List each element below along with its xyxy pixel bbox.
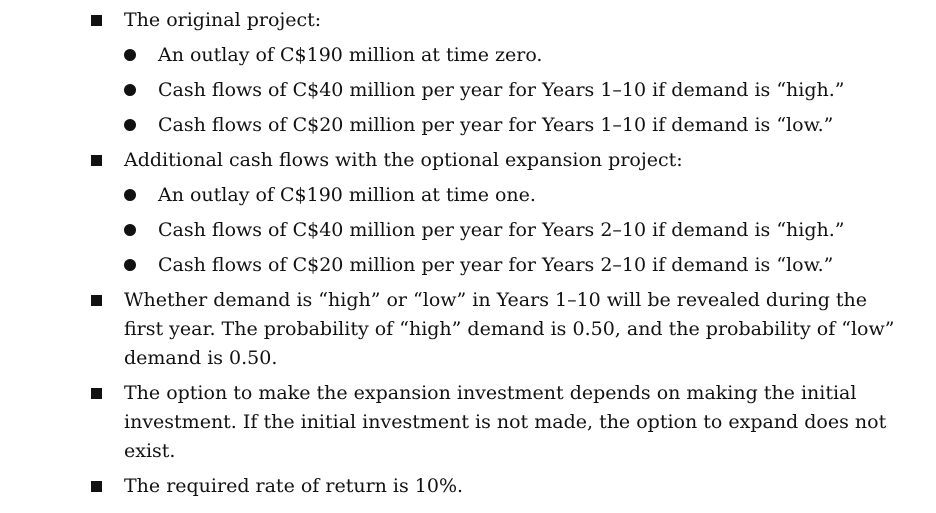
sub-bullet-cash-flow-low-2-10 (0, 251, 936, 280)
square-bullet-icon (91, 15, 102, 26)
round-bullet-icon (124, 84, 136, 96)
round-bullet-icon (124, 259, 136, 271)
bullet-required-return (0, 472, 936, 501)
bullet-text: The option to make the expansion investment depends on making the initial investment. If the initial investment is not made, the option to expand does not exist. (124, 382, 887, 462)
sub-bullet-cash-flow-low-1-10 (0, 111, 936, 140)
sub-bullet-text: Cash flows of C$40 million per year for Years 1–10 if demand is “high.” (158, 79, 845, 101)
sub-bullet-text: An outlay of C$190 million at time zero. (158, 44, 543, 66)
sub-bullet-cash-flow-high-2-10 (0, 216, 936, 245)
bullet-text: Whether demand is “high” or “low” in Years 1–10 will be revealed during the first year. The probability of “high” demand is 0.50, and the probability of “low” demand is 0.50. (124, 289, 895, 369)
round-bullet-icon (124, 49, 136, 61)
bullet-demand-probability (0, 286, 936, 373)
bullet-expansion-project (0, 146, 936, 175)
document-body (0, 6, 936, 501)
sub-bullet-text: Cash flows of C$20 million per year for Years 2–10 if demand is “low.” (158, 254, 834, 276)
sub-bullet-cash-flow-high-1-10 (0, 76, 936, 105)
sub-bullet-text: Cash flows of C$40 million per year for Years 2–10 if demand is “high.” (158, 219, 845, 241)
bullet-text: Additional cash flows with the optional expansion project: (124, 149, 683, 171)
sub-bullet-outlay-time-one (0, 181, 936, 210)
sub-bullet-text: An outlay of C$190 million at time one. (158, 184, 536, 206)
bullet-text: The required rate of return is 10%. (124, 475, 464, 497)
square-bullet-icon (91, 481, 102, 492)
round-bullet-icon (124, 119, 136, 131)
square-bullet-icon (91, 295, 102, 306)
sub-bullet-outlay-time-zero (0, 41, 936, 70)
square-bullet-icon (91, 388, 102, 399)
bullet-text: The original project: (124, 9, 322, 31)
sub-bullet-text: Cash flows of C$20 million per year for Years 1–10 if demand is “low.” (158, 114, 834, 136)
round-bullet-icon (124, 189, 136, 201)
square-bullet-icon (91, 155, 102, 166)
bullet-option-dependency (0, 379, 936, 466)
round-bullet-icon (124, 224, 136, 236)
bullet-original-project (0, 6, 936, 35)
